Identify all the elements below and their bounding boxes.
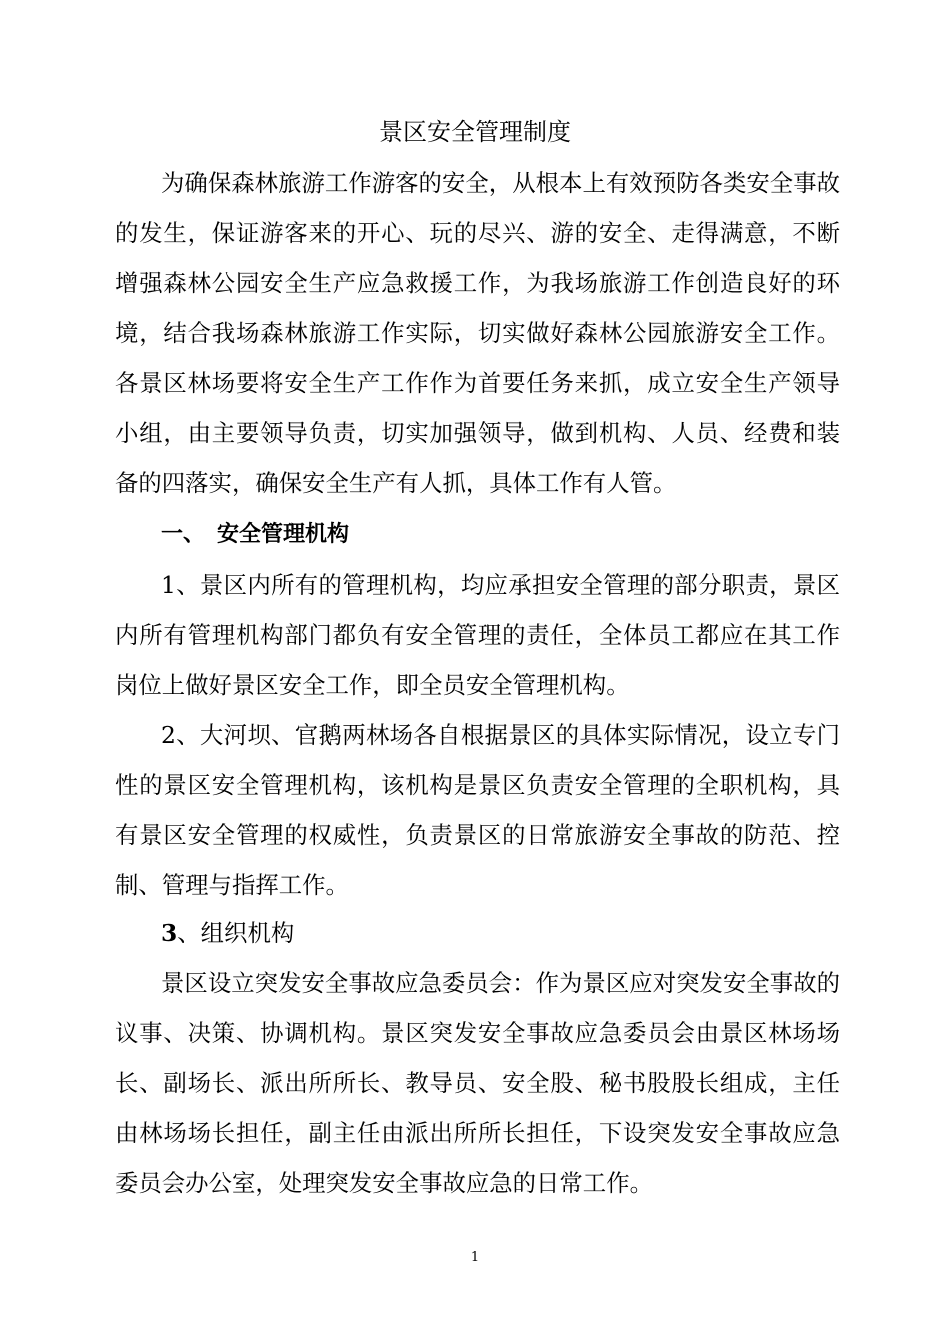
item-2-paragraph: 2、大河坝、官鹅两林场各自根据景区的具体实际情况，设立专门性的景区安全管理机构，该机构是景区负责安全管理的全职机构，具有景区安全管理的权威性，负责景区的日常旅游安全事故的防范、控制、管理与指挥工作。 (115, 721, 840, 899)
section-title: 安全管理机构 (217, 522, 350, 547)
intro-paragraph: 为确保森林旅游工作游客的安全，从根本上有效预防各类安全事故的发生，保证游客来的开心、玩的尽兴、游的安全、走得满意，不断增强森林公园安全生产应急救援工作，为我场旅游工作创造良好的环境，结合我场森林旅游工作实际，切实做好森林公园旅游安全工作。各景区林场要将安全生产工作作为首要任务来抓，成立安全生产领导小组，由主要领导负责，切实加强领导，做到机构、人员、经费和装备的四落实，确保安全生产有人抓，具体工作有人管。 (115, 169, 840, 497)
item-3-label: 、组织机构 (177, 919, 295, 947)
page-number: 1 (470, 1250, 480, 1265)
item-3-number: 3 (161, 919, 178, 947)
item-3-paragraph: 景区设立突发安全事故应急委员会：作为景区应对突发安全事故的议事、决策、协调机构。景区突发安全事故应急委员会由景区林场场长、副场长、派出所所长、教导员、安全股、秘书股股长组成，主任由林场场长担任，副主任由派出所所长担任，下设突发安全事故应急委员会办公室，处理突发安全事故应急的日常工作。 (115, 969, 840, 1197)
item-1-paragraph: 1、景区内所有的管理机构，均应承担安全管理的部分职责，景区内所有管理机构部门都负有安全管理的责任，全体员工都应在其工作岗位上做好景区安全工作，即全员安全管理机构。 (115, 571, 840, 699)
item-3-heading (161, 908, 294, 958)
section-number: 一、 (161, 522, 206, 547)
section-heading (161, 510, 349, 560)
document-title: 景区安全管理制度 (379, 118, 571, 146)
